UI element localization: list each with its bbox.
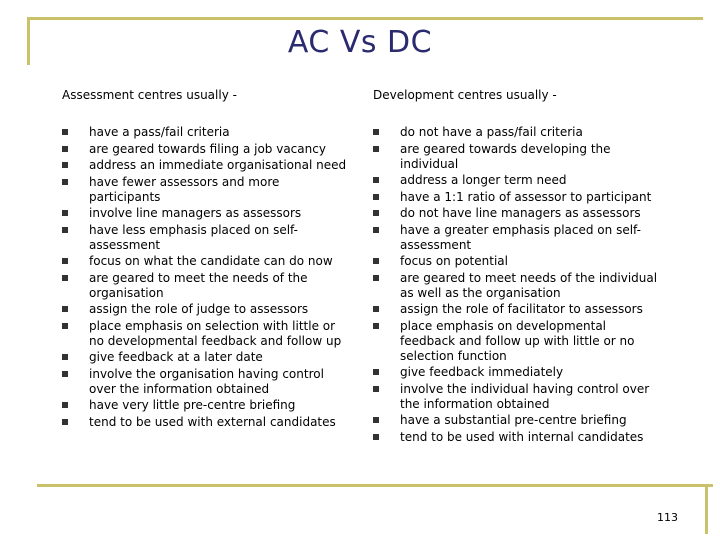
assessment-centres-column <box>62 88 352 431</box>
list-item: have very little pre-centre briefing <box>62 398 352 413</box>
development-centres-list <box>373 125 663 445</box>
list-item: give feedback immediately <box>373 365 663 380</box>
list-item: tend to be used with external candidates <box>62 415 352 430</box>
list-item: have a pass/fail criteria <box>62 125 352 140</box>
frame-bottom-line <box>37 484 713 487</box>
list-item: address a longer term need <box>373 173 663 188</box>
assessment-centres-list <box>62 125 352 430</box>
list-item: give feedback at a later date <box>62 350 352 365</box>
list-item: are geared towards developing the individual <box>373 142 663 172</box>
list-item: involve line managers as assessors <box>62 206 352 221</box>
list-item: have a 1:1 ratio of assessor to participant <box>373 190 663 205</box>
list-item: focus on potential <box>373 254 663 269</box>
slide-title: AC Vs DC <box>287 25 433 60</box>
list-item: do not have line managers as assessors <box>373 206 663 221</box>
list-item: focus on what the candidate can do now <box>62 254 352 269</box>
development-centres-column <box>373 88 663 446</box>
frame-top-line <box>27 17 703 20</box>
list-item: assign the role of facilitator to assessors <box>373 302 663 317</box>
page-number: 113 <box>657 511 678 524</box>
list-item: assign the role of judge to assessors <box>62 302 352 317</box>
list-item: have fewer assessors and more participants <box>62 175 352 205</box>
list-item: place emphasis on developmental feedback and follow up with little or no selection function <box>373 319 663 364</box>
list-item: involve the organisation having control over the information obtained <box>62 367 352 397</box>
list-item: have a substantial pre-centre briefing <box>373 413 663 428</box>
list-item: involve the individual having control over the information obtained <box>373 382 663 412</box>
list-item: address an immediate organisational need <box>62 158 352 173</box>
frame-right-line <box>705 484 708 534</box>
list-item: are geared to meet needs of the individual as well as the organisation <box>373 271 663 301</box>
list-item: are geared towards filing a job vacancy <box>62 142 352 157</box>
list-item: tend to be used with internal candidates <box>373 430 663 445</box>
list-item: do not have a pass/fail criteria <box>373 125 663 140</box>
list-item: have a greater emphasis placed on self-assessment <box>373 223 663 253</box>
list-item: are geared to meet the needs of the organisation <box>62 271 352 301</box>
development-centres-heading: Development centres usually - <box>373 88 557 102</box>
list-item: have less emphasis placed on self-assessment <box>62 223 352 253</box>
assessment-centres-heading: Assessment centres usually - <box>62 88 237 102</box>
list-item: place emphasis on selection with little or no developmental feedback and follow up <box>62 319 352 349</box>
